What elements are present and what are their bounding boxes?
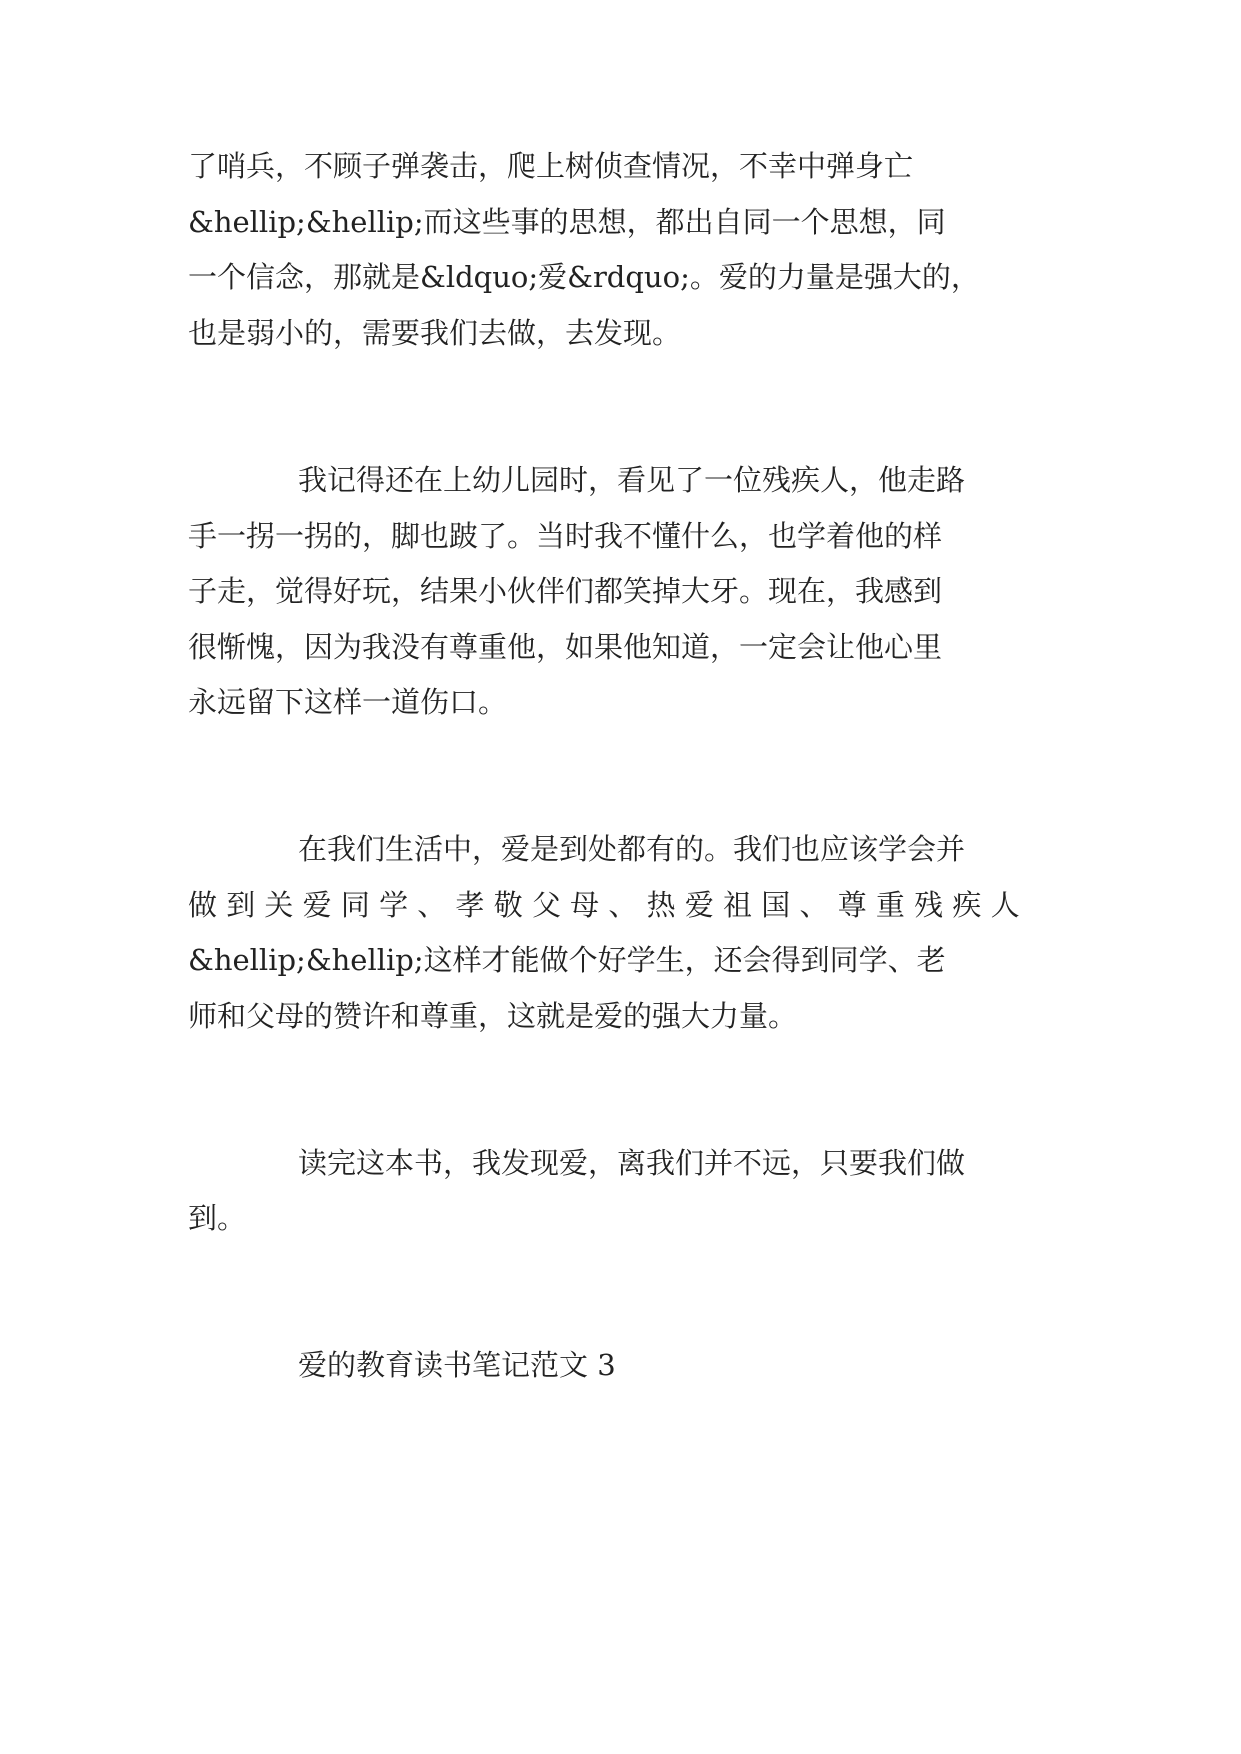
paragraph-2-line-2: 手一拐一拐的，脚也跛了。当时我不懂什么，也学着他的样 (188, 519, 943, 553)
paragraph-4-line-1: 读完这本书，我发现爱，离我们并不远，只要我们做 (298, 1146, 966, 1180)
paragraph-2-line-4: 很惭愧，因为我没有尊重他，如果他知道，一定会让他心里 (188, 630, 943, 664)
paragraph-3-line-3: &hellip;&hellip;这样才能做个好学生，还会得到同学、老 (188, 943, 946, 977)
section-heading: 爱的教育读书笔记范文 3 (298, 1348, 616, 1382)
paragraph-3-line-2: 做 到 关 爱 同 学 、 孝 敬 父 母 、 热 爱 祖 国 、 尊 重 残 疾 人 (188, 888, 1020, 922)
paragraph-1-line-2: &hellip;&hellip;而这些事的思想，都出自同一个思想，同 (188, 205, 946, 239)
paragraph-1-line-3: 一个信念，那就是&ldquo;爱&rdquo;。爱的力量是强大的， (188, 260, 980, 294)
paragraph-3-line-1: 在我们生活中，爱是到处都有的。我们也应该学会并 (298, 832, 966, 866)
paragraph-1-line-4: 也是弱小的，需要我们去做，去发现。 (188, 316, 682, 350)
paragraph-2-line-1: 我记得还在上幼儿园时，看见了一位残疾人，他走路 (298, 463, 966, 497)
paragraph-4-line-2: 到。 (188, 1201, 247, 1235)
paragraph-2-line-5: 永远留下这样一道伤口。 (188, 685, 508, 719)
paragraph-3-line-4: 师和父母的赞许和尊重，这就是爱的强大力量。 (188, 999, 798, 1033)
paragraph-1-line-1: 了哨兵，不顾子弹袭击，爬上树侦查情况，不幸中弹身亡 (188, 149, 914, 183)
paragraph-2-line-3: 子走，觉得好玩，结果小伙伴们都笑掉大牙。现在，我感到 (188, 574, 943, 608)
